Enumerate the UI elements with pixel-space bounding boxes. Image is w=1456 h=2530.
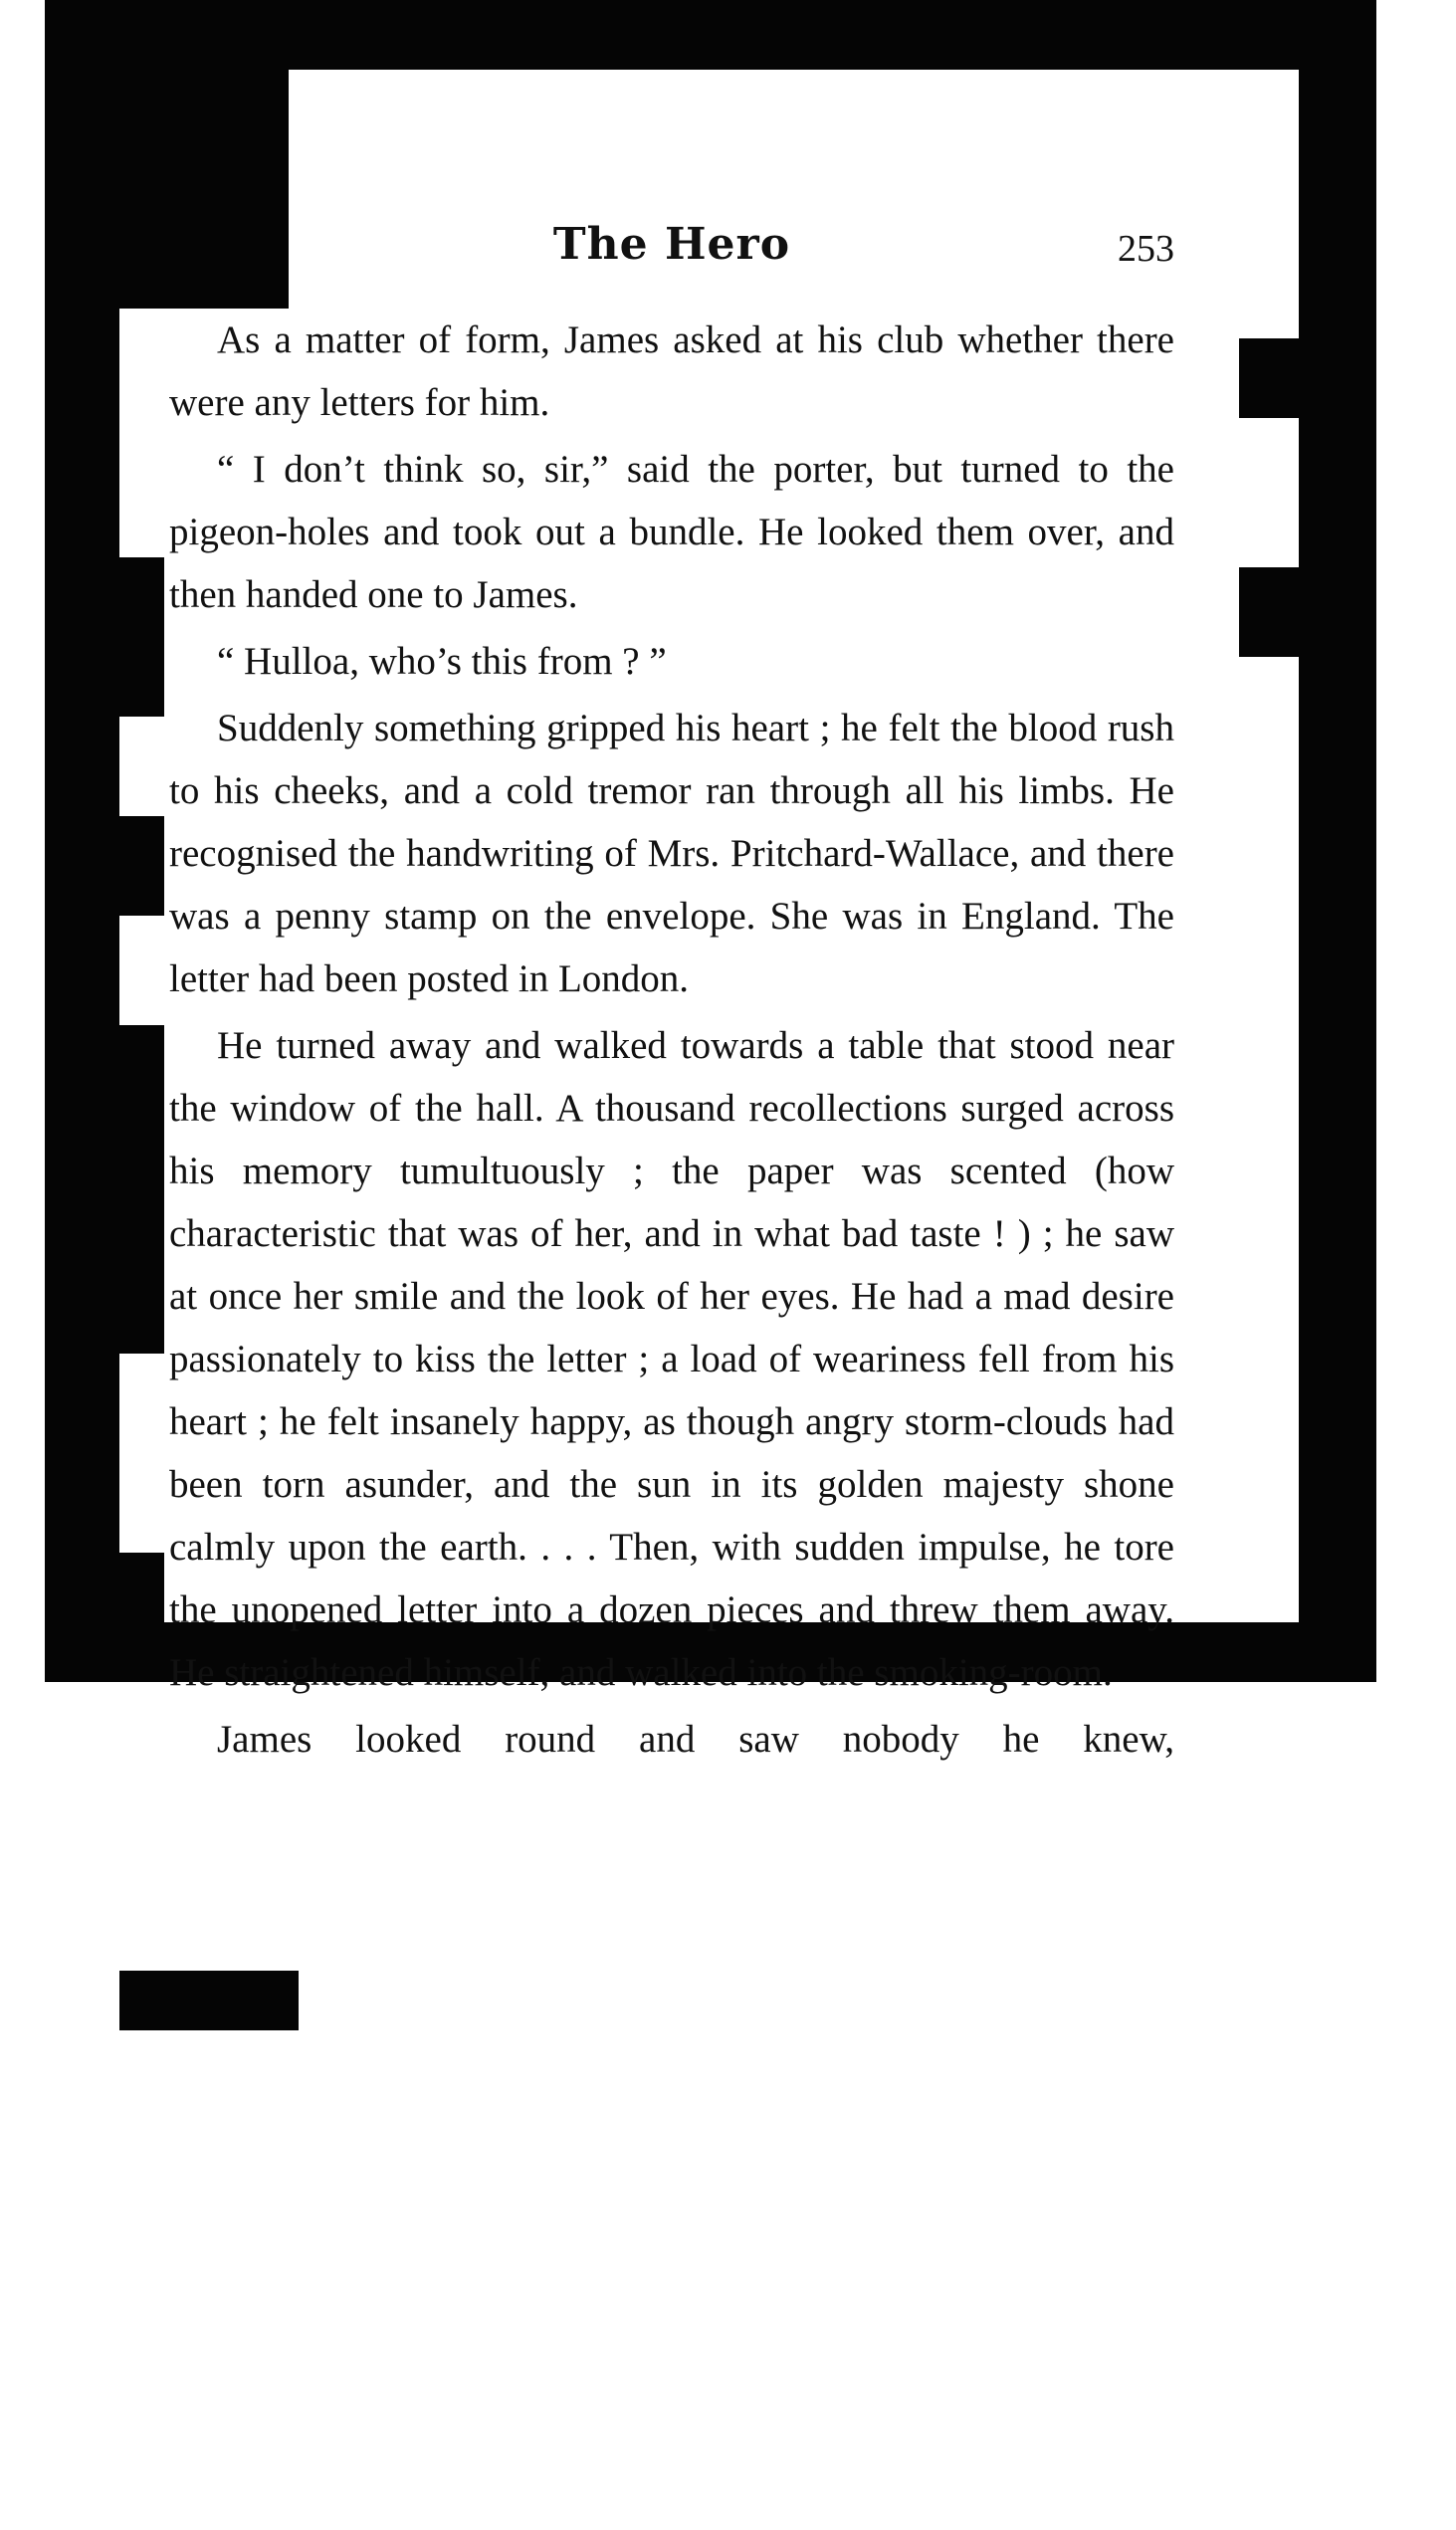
paragraph: He turned away and walked towards a table that stood near the window of the hall. A thousand recollections surged across his memory tumultuously ; the paper was scented (how characteristic that was of her, and in what bad taste ! ) ; he saw at once her smile and the look of her eyes. He had a mad desire passionately to kiss the letter ; a load of weariness fell from his heart ; he felt insanely happy, as though angry storm-clouds had been torn asunder, and the sun in its golden majesty shone calmly upon the earth. . . . Then, with sudden impulse, he tore the unopened letter into a dozen pieces and threw them away. He straightened himself, and walked into the smoking-room. xyxy=(169,1024,1174,1694)
scan-artifact-left-block-2 xyxy=(119,816,164,916)
scan-artifact-right-block-2 xyxy=(1239,567,1314,657)
scan-artifact-bottom-left xyxy=(119,1971,299,2030)
paragraph: Suddenly something gripped his heart ; he felt the blood rush to his cheeks, and a cold tremor ran through all his limbs. He recognised the handwriting of Mrs. Pritchard-Wallace, and there was a penny stamp on the envelope. She was in England. The letter had been posted in London. xyxy=(169,707,1174,1000)
scan-artifact-left-strip xyxy=(119,309,174,1622)
page-header xyxy=(169,219,1174,279)
body-text xyxy=(169,309,1174,1775)
paragraph: “ I don’t think so, sir,” said the porter, but turned to the pigeon-holes and took out a bundle. He looked them over, and then handed one to James. xyxy=(169,448,1174,616)
scan-artifact-left-block-1 xyxy=(119,557,164,717)
paragraph: As a matter of form, James asked at his club whether there were any letters for him. xyxy=(169,318,1174,424)
scan-artifact-right-block-1 xyxy=(1239,338,1314,418)
paragraph: James looked round and saw nobody he knew, xyxy=(217,1718,1174,1761)
scan-artifact-top-right xyxy=(975,0,1314,70)
running-title: The Hero xyxy=(552,219,791,270)
paragraph: “ Hulloa, who’s this from ? ” xyxy=(217,640,667,683)
scan-artifact-right-strip xyxy=(1299,70,1314,1622)
page-number: 253 xyxy=(1118,228,1174,270)
scan-artifact-left-block-3 xyxy=(119,1025,164,1354)
scan-artifact-left-block-4 xyxy=(119,1553,164,1622)
